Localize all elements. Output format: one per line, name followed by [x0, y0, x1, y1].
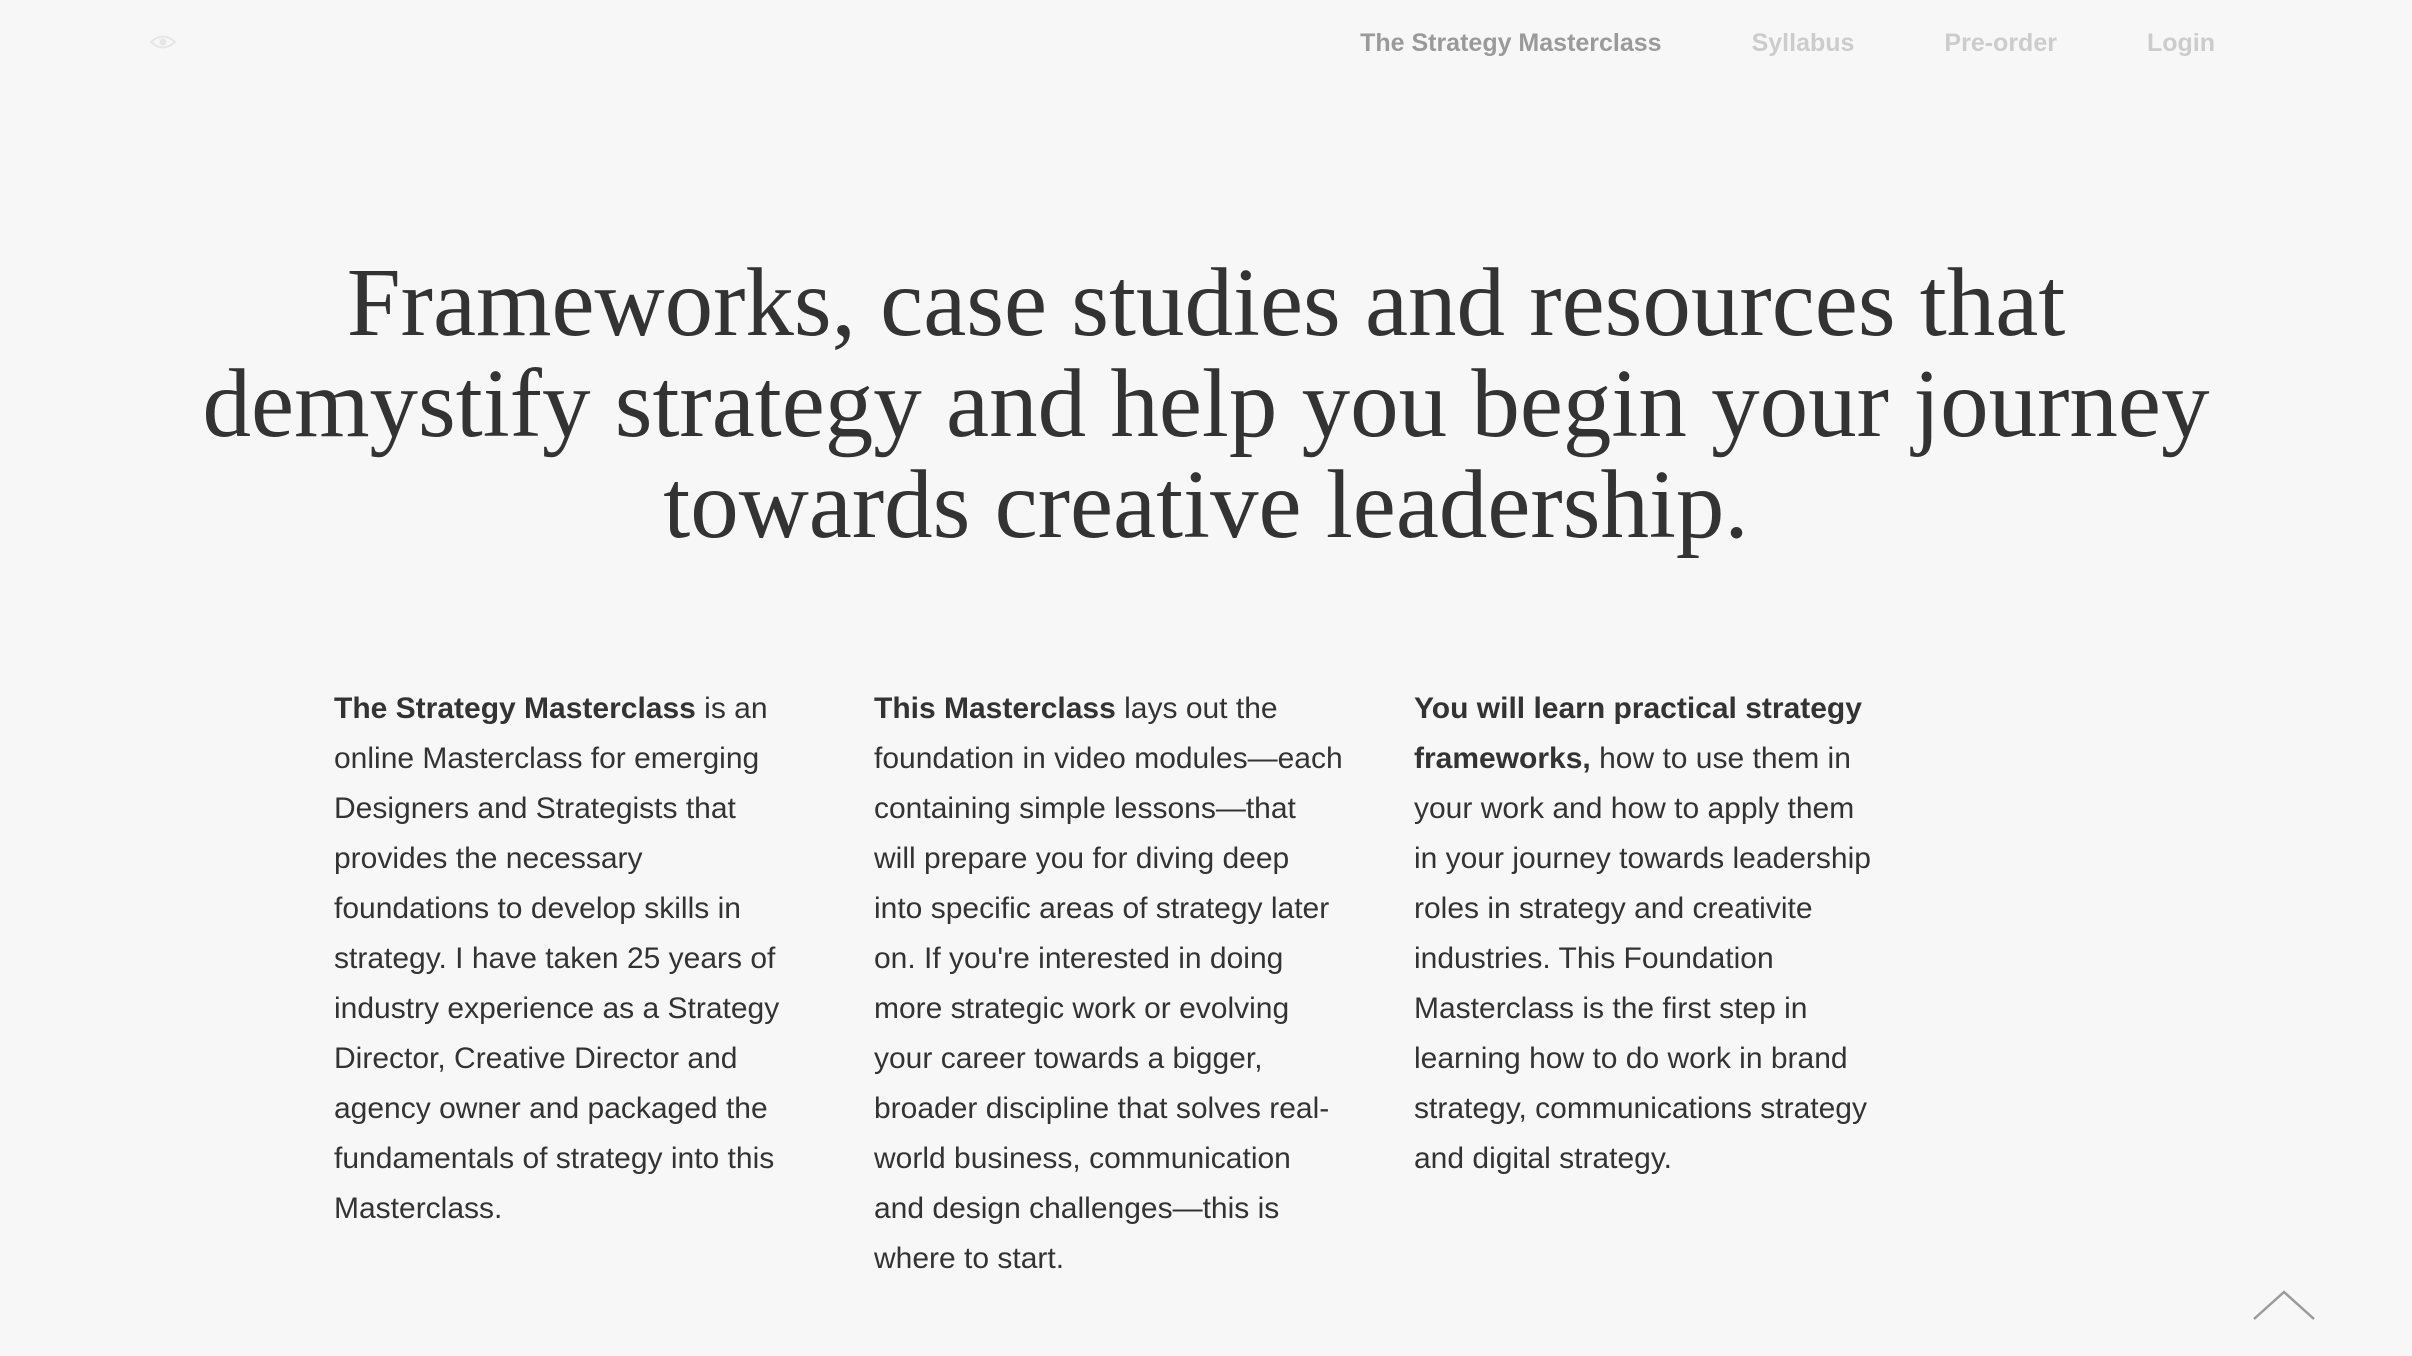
- column-2-body: lays out the foundation in video modules—each containing simple lessons—that will prepare you for diving deep into specific areas of strategy later on. If you're interested in doing more strategic work or evolving your career towards a bigger, broader discipline that solves real-world business, communication and design challenges—this is where to start.: [874, 692, 1343, 1275]
- nav-link-syllabus[interactable]: Syllabus: [1751, 29, 1855, 57]
- hero-heading: Frameworks, case studies and resources that demystify strategy and help you begin your journey towards creative leadership.: [202, 249, 2210, 558]
- column-2-lead: This Masterclass: [874, 692, 1116, 725]
- intro-column-2: [874, 684, 1344, 1284]
- intro-column-3: [1414, 684, 1884, 1184]
- column-3-body: how to use them in your work and how to apply them in your journey towards leadership roles in strategy and creativite industries. This Foundation Masterclass is the first step in learning how to do work in brand strategy, communications strategy and digital strategy.: [1414, 742, 1871, 1175]
- column-1-body: is an online Masterclass for emerging Designers and Strategists that provides the necessary foundations to develop skills in strategy. I have taken 25 years of industry experience as a Strategy Director, Creative Director and agency owner and packaged the fundamentals of strategy into this Masterclass.: [334, 692, 780, 1225]
- nav-link-login[interactable]: Login: [2146, 29, 2215, 57]
- intro-column-1: [334, 684, 804, 1234]
- back-to-top-chevron-up-icon[interactable]: [2252, 1288, 2316, 1322]
- nav-link-strategy-masterclass[interactable]: The Strategy Masterclass: [1360, 29, 1662, 57]
- logo-eye-icon[interactable]: [150, 34, 176, 50]
- nav-link-pre-order[interactable]: Pre-order: [1944, 29, 2057, 57]
- column-3-lead: You will learn practical strategy frameworks,: [1414, 692, 1862, 775]
- column-1-lead: The Strategy Masterclass: [334, 692, 696, 725]
- top-navigation: [1360, 28, 2215, 58]
